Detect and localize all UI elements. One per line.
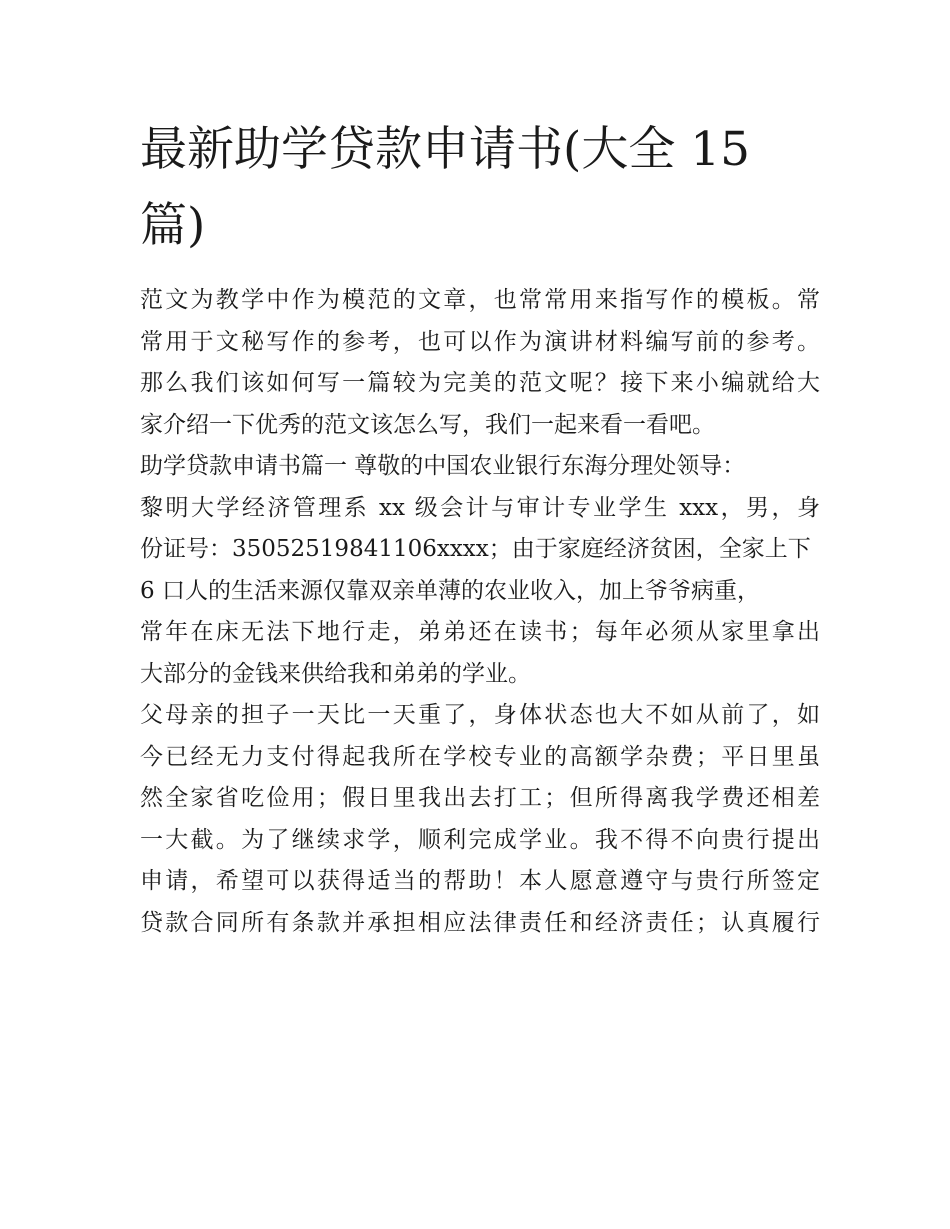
body-line: 父母亲的担子一天比一天重了，身体状态也大不如从前了，如 xyxy=(140,702,820,728)
body-line: 份证号：35052519841106xxxx；由于家庭经济贫困，全家上下 xyxy=(140,536,811,562)
title-line: 最新助学贷款申请书(大全 15 xyxy=(140,122,751,177)
body-line: 那么我们该如何写一篇较为完美的范文呢？接下来小编就给大 xyxy=(140,370,820,396)
body-line: 大部分的金钱来供给我和弟弟的学业。 xyxy=(140,660,531,687)
body-line: 助学贷款申请书篇一 尊敬的中国农业银行东海分理处领导： xyxy=(140,453,746,479)
body-line: 贷款合同所有条款并承担相应法律责任和经济责任；认真履行 xyxy=(140,909,820,936)
body-line: 家介绍一下优秀的范文该怎么写，我们一起来看一看吧。 xyxy=(140,411,715,438)
body-line: 6 口人的生活来源仅靠双亲单薄的农业收入，加上爷爷病重， xyxy=(140,577,760,604)
body-line: 常年在床无法下地行走，弟弟还在读书；每年必须从家里拿出 xyxy=(140,619,820,645)
body-line: 常用于文秘写作的参考，也可以作为演讲材料编写前的参考。 xyxy=(140,328,820,355)
body-line: 然全家省吃俭用；假日里我出去打工；但所得离我学费还相差 xyxy=(140,785,820,811)
body-line: 申请，希望可以获得适当的帮助！本人愿意遵守与贵行所签定 xyxy=(140,868,820,894)
body-line: 一大截。为了继续求学，顺利完成学业。我不得不向贵行提出 xyxy=(140,826,820,853)
body-line: 黎明大学经济管理系 xx 级会计与审计专业学生 xxx，男，身 xyxy=(140,494,820,521)
title-line: 篇) xyxy=(140,198,206,253)
body-line: 今已经无力支付得起我所在学校专业的高额学杂费；平日里虽 xyxy=(140,743,820,770)
document-title xyxy=(140,112,820,264)
document-body xyxy=(140,280,820,944)
body-line: 范文为教学中作为模范的文章，也常常用来指写作的模板。常 xyxy=(140,287,820,313)
